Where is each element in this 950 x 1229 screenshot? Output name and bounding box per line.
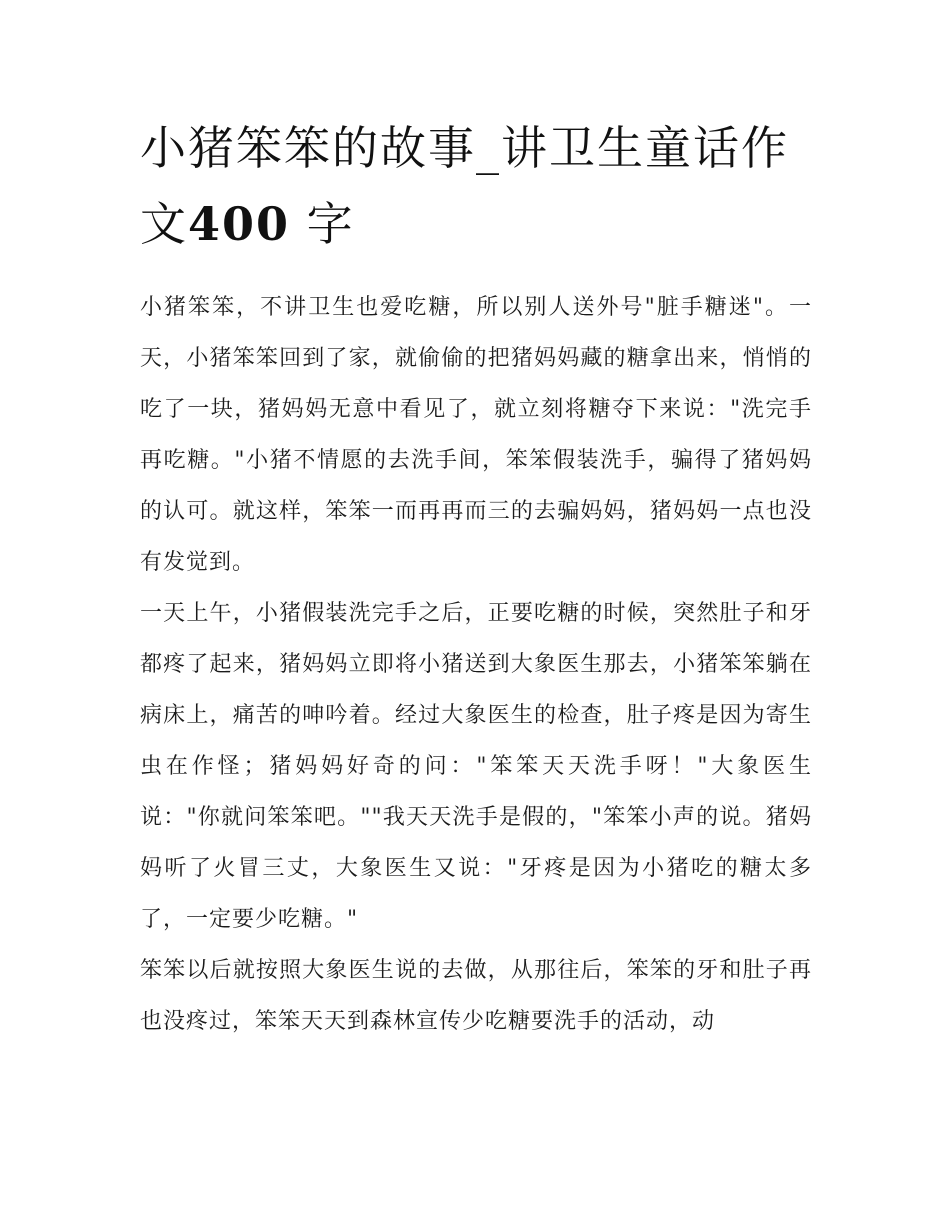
document-content: [140, 110, 812, 1047]
document-title: [140, 110, 812, 262]
title-number: 400: [188, 197, 291, 251]
paragraph-2: 一天上午，小猪假装洗完手之后，正要吃糖的时候，突然肚子和牙都疼了起来，猪妈妈立即将小猪送到大象医生那去，小猪笨笨躺在病床上，痛苦的呻吟着。经过大象医生的检查，肚子疼是因为寄生虫在作怪；猪妈妈好奇的问："笨笨天天洗手呀！"大象医生说："你就问笨笨吧。""我天天洗手是假的，"笨笨小声的说。猪妈妈听了火冒三丈，大象医生又说："牙疼是因为小猪吃的糖太多了，一定要少吃糖。": [140, 601, 812, 932]
title-text-part2: 字: [306, 197, 355, 251]
document-body: [140, 282, 812, 1047]
title-text-part1: 小猪笨笨的故事_讲卫生童话作文: [140, 121, 789, 251]
paragraph-1: 小猪笨笨，不讲卫生也爱吃糖，所以别人送外号"脏手糖迷"。一天，小猪笨笨回到了家，就偷偷的把猪妈妈藏的糖拿出来，悄悄的吃了一块，猪妈妈无意中看见了，就立刻将糖夺下来说："洗完手再吃糖。"小猪不情愿的去洗手间，笨笨假装洗手，骗得了猪妈妈的认可。就这样，笨笨一而再再而三的去骗妈妈，猪妈妈一点也没有发觉到。: [140, 295, 812, 575]
paragraph-3: 笨笨以后就按照大象医生说的去做，从那往后，笨笨的牙和肚子再也没疼过，笨笨天天到森林宣传少吃糖要洗手的活动，动: [140, 958, 812, 1034]
